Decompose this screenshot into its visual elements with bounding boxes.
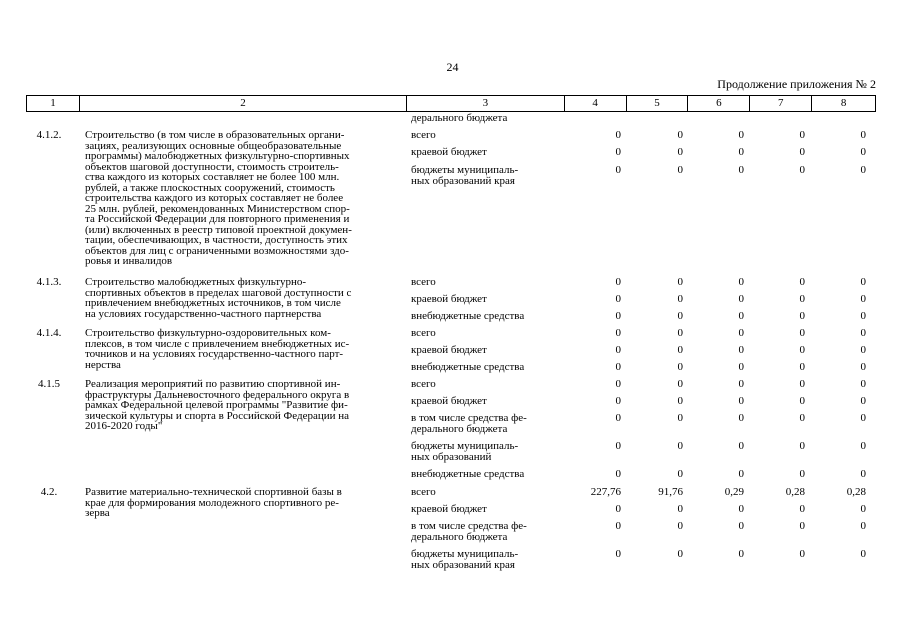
value-col-5: 0 xyxy=(677,378,683,390)
funding-source: в том числе средства фе- дерального бюджета xyxy=(411,520,527,543)
value-col-6: 0 xyxy=(738,327,744,339)
row-code: 4.2. xyxy=(40,486,58,498)
value-col-5: 0 xyxy=(677,129,683,141)
value-col-5: 0 xyxy=(677,344,683,356)
value-col-5: 91,76 xyxy=(658,486,683,498)
value-col-8: 0 xyxy=(860,548,866,560)
value-col-6: 0 xyxy=(738,276,744,288)
value-col-7: 0 xyxy=(799,361,805,373)
row-description: Строительство малобюджетных физкультурно- спортивных объектов в пределах шаговой доступности с привлечением внебюджетных источников, в том числе на условиях государственно-частного партнерства xyxy=(85,276,352,320)
funding-source: внебюджетные средства xyxy=(411,310,525,322)
row-code: 4.1.2. xyxy=(36,129,62,141)
funding-source: внебюджетные средства xyxy=(411,468,525,480)
value-col-8: 0 xyxy=(860,412,866,424)
funding-source: в том числе средства фе- дерального бюджета xyxy=(411,412,527,435)
value-col-5: 0 xyxy=(677,412,683,424)
value-col-7: 0 xyxy=(799,503,805,515)
header-col-4: 4 xyxy=(565,96,627,111)
funding-source: краевой бюджет xyxy=(411,344,487,356)
value-col-6: 0 xyxy=(738,146,744,158)
value-col-7: 0 xyxy=(799,327,805,339)
header-col-8: 8 xyxy=(840,97,847,109)
value-col-6: 0,29 xyxy=(724,486,744,498)
value-col-5: 0 xyxy=(677,503,683,515)
funding-source: краевой бюджет xyxy=(411,293,487,305)
value-col-6: 0 xyxy=(738,293,744,305)
value-col-4: 0 xyxy=(615,344,621,356)
value-col-7: 0 xyxy=(799,440,805,452)
funding-source: краевой бюджет xyxy=(411,395,487,407)
funding-source: бюджеты муниципаль- ных образований xyxy=(411,440,519,463)
funding-source: всего xyxy=(411,276,436,288)
value-col-4: 0 xyxy=(615,503,621,515)
value-col-6: 0 xyxy=(738,164,744,176)
value-col-8: 0 xyxy=(860,440,866,452)
value-col-8: 0 xyxy=(860,378,866,390)
value-col-4: 0 xyxy=(615,276,621,288)
value-col-6: 0 xyxy=(738,503,744,515)
value-col-4: 0 xyxy=(615,146,621,158)
header-col-1: 1 xyxy=(27,96,80,111)
value-col-5: 0 xyxy=(677,520,683,532)
value-col-6: 0 xyxy=(738,129,744,141)
value-col-4: 0 xyxy=(615,395,621,407)
funding-source: всего xyxy=(411,327,436,339)
value-col-8: 0 xyxy=(860,310,866,322)
value-col-5: 0 xyxy=(677,146,683,158)
funding-source: бюджеты муниципаль- ных образований края xyxy=(411,548,519,571)
value-col-5: 0 xyxy=(677,164,683,176)
value-col-5: 0 xyxy=(677,276,683,288)
funding-source: краевой бюджет xyxy=(411,146,487,158)
value-col-7: 0 xyxy=(799,412,805,424)
value-col-8: 0 xyxy=(860,361,866,373)
value-col-6: 0 xyxy=(738,412,744,424)
value-col-6: 0 xyxy=(738,548,744,560)
value-col-4: 0 xyxy=(615,548,621,560)
value-col-7: 0 xyxy=(799,310,805,322)
value-col-8: 0,28 xyxy=(846,486,866,498)
row-description: Реализация мероприятий по развитию спортивной ин- фраструктуры Дальневосточного федерального округа в рамках Федеральной целевой программы "Развитие фи- зической культуры и спорта в Российской Федерации на 2016-2020 годы" xyxy=(85,378,350,432)
value-col-4: 0 xyxy=(615,310,621,322)
value-col-7: 0,28 xyxy=(785,486,805,498)
funding-source: всего xyxy=(411,378,436,390)
value-col-4: 0 xyxy=(615,129,621,141)
value-col-6: 0 xyxy=(738,395,744,407)
value-col-5: 0 xyxy=(677,395,683,407)
header-col-6: 6 xyxy=(688,96,750,111)
value-col-7: 0 xyxy=(799,395,805,407)
value-col-6: 0 xyxy=(738,440,744,452)
value-col-7: 0 xyxy=(799,293,805,305)
value-col-5: 0 xyxy=(677,468,683,480)
value-col-5: 0 xyxy=(677,327,683,339)
value-col-5: 0 xyxy=(677,440,683,452)
table-header xyxy=(26,95,876,112)
value-col-7: 0 xyxy=(799,344,805,356)
value-col-4: 0 xyxy=(615,164,621,176)
value-col-4: 0 xyxy=(615,520,621,532)
funding-source: всего xyxy=(411,129,436,141)
value-col-4: 0 xyxy=(615,293,621,305)
value-col-4: 0 xyxy=(615,440,621,452)
value-col-7: 0 xyxy=(799,520,805,532)
value-col-8: 0 xyxy=(860,164,866,176)
row-description: Строительство (в том числе в образовательных органи- зациях, реализующих основные общеобразовательные программы) малобюджетных физкультурно-спортивных объектов шаговой доступности, стоимость строитель- ства каждого из которых составляет не более 100 млн. рублей, а также плоскостных сооружений, стоимость строительства каждого из которых составляет не более 25 млн. рублей, рекомендованных Министерством спор- та Российской Федерации для повторного применения и (или) включенных в реестр типовой проектной докумен- тации, обеспечивающих, в частности, доступность этих объектов для лиц с ограниченными возможностями здо- ровья и инвалидов xyxy=(85,129,352,267)
value-col-8: 0 xyxy=(860,129,866,141)
value-col-6: 0 xyxy=(738,361,744,373)
value-col-5: 0 xyxy=(677,361,683,373)
row-code: 4.1.5 xyxy=(38,378,60,390)
value-col-4: 0 xyxy=(615,361,621,373)
value-col-7: 0 xyxy=(799,146,805,158)
value-col-8: 0 xyxy=(860,344,866,356)
row-code: 4.1.4. xyxy=(36,327,62,339)
row-description: Строительство физкультурно-оздоровительных ком- плексов, в том числе с привлечением внебюджетных ис- точников и на условиях государственно-частного парт- нерства xyxy=(85,327,350,371)
value-col-8: 0 xyxy=(860,276,866,288)
value-col-5: 0 xyxy=(677,310,683,322)
row-code: 4.1.3. xyxy=(36,276,62,288)
value-col-6: 0 xyxy=(738,468,744,480)
value-col-8: 0 xyxy=(860,395,866,407)
row-description: Развитие материально-технической спортивной базы в крае для формирования молодежного спортивного ре- зерва xyxy=(85,486,342,519)
value-col-7: 0 xyxy=(799,129,805,141)
value-col-6: 0 xyxy=(738,378,744,390)
funding-source: внебюджетные средства xyxy=(411,361,525,373)
value-col-4: 0 xyxy=(615,327,621,339)
value-col-8: 0 xyxy=(860,520,866,532)
value-col-8: 0 xyxy=(860,503,866,515)
value-col-7: 0 xyxy=(799,378,805,390)
continuation-caption: Продолжение приложения № 2 xyxy=(717,77,876,91)
header-col-5: 5 xyxy=(627,96,689,111)
value-col-8: 0 xyxy=(860,468,866,480)
value-col-4: 0 xyxy=(615,468,621,480)
funding-source: краевой бюджет xyxy=(411,503,487,515)
value-col-6: 0 xyxy=(738,310,744,322)
page-number: 24 xyxy=(446,60,459,74)
value-col-4: 0 xyxy=(615,412,621,424)
header-col-2: 2 xyxy=(80,96,407,111)
value-col-7: 0 xyxy=(799,164,805,176)
value-col-6: 0 xyxy=(738,520,744,532)
value-col-7: 0 xyxy=(799,548,805,560)
value-col-5: 0 xyxy=(677,293,683,305)
value-col-5: 0 xyxy=(677,548,683,560)
value-col-7: 0 xyxy=(799,468,805,480)
value-col-7: 0 xyxy=(799,276,805,288)
carryover-text: дерального бюджета xyxy=(411,112,508,124)
header-col-3: 3 xyxy=(407,96,565,111)
value-col-8: 0 xyxy=(860,293,866,305)
funding-source: всего xyxy=(411,486,436,498)
value-col-6: 0 xyxy=(738,344,744,356)
header-col-7: 7 xyxy=(750,96,812,111)
value-col-8: 0 xyxy=(860,146,866,158)
value-col-8: 0 xyxy=(860,327,866,339)
funding-source: бюджеты муниципаль- ных образований края xyxy=(411,164,519,187)
value-col-4: 0 xyxy=(615,378,621,390)
value-col-4: 227,76 xyxy=(590,486,621,498)
